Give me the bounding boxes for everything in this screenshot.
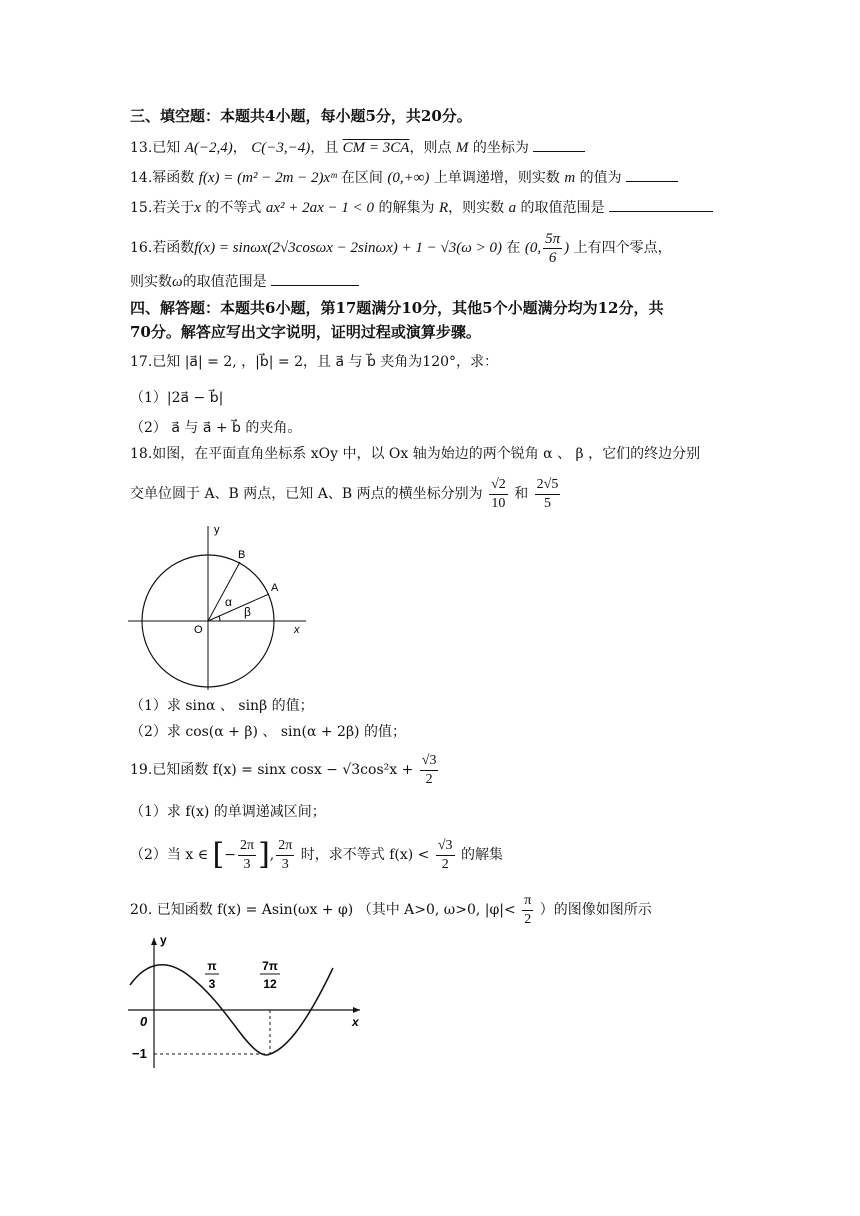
q20-stem: 20. 已知函数 f(x) = Asin(ωx + φ) （其中 A>0, ω>0, |φ|< [130,902,516,918]
sine-graph-figure [128,930,368,1070]
q16-fraction [543,230,562,267]
q16-num: 16.若函数 [130,240,195,256]
q19-ineq-fraction [436,837,455,874]
question-16 [130,228,672,268]
question-19-part2: （2）当 x ∈ [− $\frac{2\pi}{3}$ ], $\frac{2\pi}{3}$ 时，求不等式 f(x) < $\frac{√3}{2}$ 的解集 [130,837,503,872]
question-15 [130,198,713,218]
point-a-label: A [271,582,279,594]
q19-frac-den: 2 [425,771,433,787]
q18-fraction-1 [489,476,508,513]
q19-l-den: 3 [243,856,251,872]
q15-expr: ax² + 2ax − 1 < 0 [265,200,375,216]
q15-r: R [438,200,449,216]
q19-left-fraction [238,837,256,874]
x-axis-arrow [353,1007,360,1013]
pi-over-3-num: π [207,959,217,973]
unit-circle-figure [128,520,318,692]
q18-stem2: 交单位圆于 A、B 两点，已知 A、B 两点的横坐标分别为 [130,486,483,502]
q19-ineq-den: 2 [441,856,449,872]
question-17-part1: （1）|2a⃗ − b⃗| [130,390,224,406]
question-18-line1: 18.如图，在平面直角坐标系 xOy 中，以 Ox 轴为始边的两个锐角 α 、 β ，它们的终边分别 [130,446,701,462]
right-bracket: ] [258,837,270,872]
question-13 [130,138,585,158]
question-17-part2: （2） a⃗ 与 a⃗ + b⃗ 的夹角。 [130,420,302,436]
beta-arc [219,616,220,621]
q13-and: ，且 [310,140,339,156]
q15-mid: 的不等式 [200,200,266,216]
q13-tail2: 的坐标为 [468,140,529,156]
q13-point-c: C(−3,−4) [251,140,311,156]
q13-m: M [455,140,469,156]
alpha-label: α [225,595,232,609]
question-18-part2: （2）求 cos(α + β) 、 sin(α + 2β) 的值； [130,724,406,740]
q20-fraction [522,892,533,929]
y-axis-arrow [151,938,157,945]
y-axis-label: y [214,524,220,536]
q16-int-right: ) [564,240,570,256]
left-bracket: [ [212,837,225,872]
q18-and: 和 [514,486,529,502]
q18-f2-den: 5 [544,495,551,511]
q16-line2: 则实数 [130,274,172,290]
q14-tail: 上单调递增，则实数 [429,170,565,186]
ray-oa [208,594,269,621]
q16-frac-num: 5π [545,230,561,247]
q18-f1-den: 10 [491,495,506,511]
q16-expr: f(x) = sinωx(2√3cosωx − 2sinωx) + 1 − √3(ω > 0) [194,240,502,256]
q20-frac-den: 2 [524,911,532,927]
x-axis-label: x [352,1015,359,1029]
q20-tail: ）的图像如图所示 [539,902,652,918]
pi-over-3-den: 3 [208,977,216,991]
q19-r-den: 3 [281,856,289,872]
q20-frac-num: π [522,892,533,911]
q14-interval: (0,+∞) [387,170,430,186]
q14-m: m [564,170,576,186]
q15-tail2: 的取值范围是 [516,200,605,216]
q19-frac-num: √3 [420,752,439,771]
q15-x: x [194,200,201,216]
beta-label: β [244,605,251,619]
q18-f2-num: 2√5 [535,476,561,495]
q13-vector-eq: CM = 3CA [342,140,410,156]
q19-right-fraction [276,837,294,874]
answer-blank[interactable] [626,169,678,182]
question-14 [130,168,678,188]
question-20 [130,888,652,932]
q18-fraction-2 [535,476,561,513]
7pi-over-12-num: 7π [262,959,278,973]
q14-tail2: 的值为 [575,170,622,186]
section-4-title-line1: 四、解答题：本题共6小题，第17题满分10分，其他5个小题满分均为12分，共 [130,299,664,317]
q14-expr: f(x) = (m² − 2m − 2)xᵐ [198,170,337,186]
question-18-part1: （1）求 sinα 、 sinβ 的值； [130,698,314,714]
q13-sep: ， [232,140,247,156]
question-16-line2 [130,272,359,292]
q13-tail: ，则点 [409,140,452,156]
q19-ineq-num: √3 [436,837,455,856]
question-17: 17.已知 |a⃗| = 2, ，|b⃗| = 2，且 a⃗ 与 b⃗ 夹角为120°，求： [130,354,499,370]
q19-stem: 19.已知函数 f(x) = sinx cosx − √3cos²x + [130,762,414,778]
q16-int-left: (0, [524,240,542,256]
q15-mid2: 的解集为 [374,200,439,216]
question-19-part1: （1）求 f(x) 的单调递减区间； [130,804,326,820]
q16-tail: 上有四个零点， [569,240,672,256]
q14-mid: 在区间 [336,170,388,186]
answer-blank[interactable] [271,273,359,286]
minus-one-label: −1 [132,1046,147,1061]
point-b-label: B [238,549,246,561]
q16-frac-den: 6 [548,249,557,266]
q19-r-num: 2π [276,837,294,856]
q14-num: 14.幂函数 [130,170,195,186]
x-axis-label: x [294,624,300,636]
q18-f1-num: √2 [489,476,508,495]
q13-num: 13.已知 [130,140,181,156]
7pi-over-12-den: 12 [263,977,277,991]
q19-l-num: 2π [238,837,256,856]
origin-label: O [194,624,203,636]
q15-tail: ，则实数 [448,200,509,216]
q13-point-a: A(−2,4) [184,140,233,156]
q19-p2a: （2）当 x ∈ [130,847,209,863]
q16-line2b: 的取值范围是 [182,274,267,290]
question-19 [130,750,440,790]
q19-p2b: 时，求不等式 f(x) < [300,847,430,863]
q16-mid: 在 [501,240,525,256]
section-3-title: 三、填空题：本题共4小题，每小题5分，共20分。 [130,107,472,125]
q16-omega: ω [172,274,183,290]
q19-p2c: 的解集 [461,847,503,863]
section-4-title-line2: 70分。解答应写出文字说明，证明过程或演算步骤。 [130,323,481,341]
q19-fraction [420,752,439,789]
y-axis-label: y [160,933,167,947]
answer-blank[interactable] [533,139,585,152]
origin-label: 0 [140,1014,148,1029]
answer-blank[interactable] [609,199,713,212]
ray-ob [208,562,240,621]
q15-num: 15.若关于 [130,200,195,216]
question-18-line2 [130,470,562,518]
q15-a: a [508,200,517,216]
